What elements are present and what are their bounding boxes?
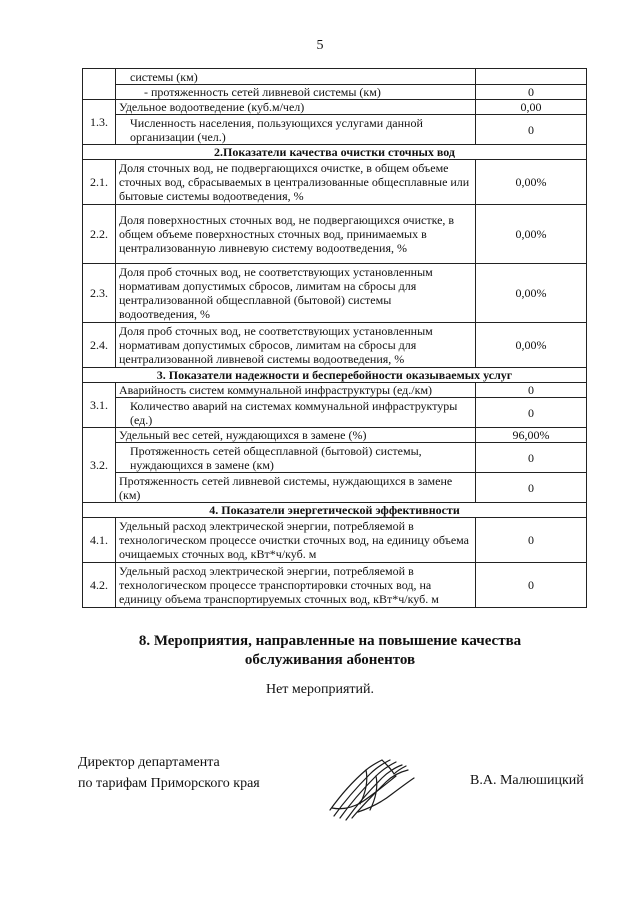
row-value: 0 <box>476 115 587 145</box>
section-title: 2.Показатели качества очистки сточных вод <box>83 145 587 160</box>
row-value: 0,00% <box>476 205 587 264</box>
row-value: 0 <box>476 85 587 100</box>
row-number: 4.2. <box>83 563 116 608</box>
row-value: 0,00% <box>476 264 587 323</box>
section-header <box>83 368 587 383</box>
table-row <box>83 85 587 100</box>
row-number <box>83 69 116 100</box>
measures-text: Нет мероприятий. <box>265 682 375 697</box>
handwritten-signature-icon <box>322 748 422 826</box>
row-value: 0,00 <box>476 100 587 115</box>
row-label: Удельный расход электрической энергии, потребляемой в технологическом процессе транспортировки сточных вод, на единицу объема транспортируемых сточных вод, кВт*ч/куб. м <box>116 563 476 608</box>
row-label: - протяженность сетей ливневой системы (км) <box>116 85 476 100</box>
table-row <box>83 563 587 608</box>
row-label: Протяженность сетей общесплавной (бытовой) системы, нуждающихся в замене (км) <box>116 443 476 473</box>
row-value: 0 <box>476 473 587 503</box>
row-label: системы (км) <box>116 69 476 85</box>
row-value: 0 <box>476 563 587 608</box>
row-value: 0 <box>476 443 587 473</box>
table-row <box>83 100 587 115</box>
table-row <box>83 383 587 398</box>
measures-title <box>60 632 600 670</box>
row-label: Численность населения, пользующихся услугами данной организации (чел.) <box>116 115 476 145</box>
row-label: Количество аварий на системах коммунальной инфраструктуры (ед.) <box>116 398 476 428</box>
measures-title-line: обслуживания абонентов <box>244 652 416 668</box>
row-label: Доля сточных вод, не подвергающихся очистке, в общем объеме сточных вод, сбрасываемых в централизованные общесплавные или бытовые системы водоотведения, % <box>116 160 476 205</box>
section-header <box>83 503 587 518</box>
row-value <box>476 69 587 85</box>
table-row <box>83 398 587 428</box>
section-header <box>83 145 587 160</box>
row-number: 1.3. <box>83 100 116 145</box>
row-value: 0 <box>476 398 587 428</box>
table-row <box>83 160 587 205</box>
table-row <box>83 473 587 503</box>
signer-position-line: Директор департамента <box>78 755 220 770</box>
row-label: Удельное водоотведение (куб.м/чел) <box>116 100 476 115</box>
signer-name: В.А. Малюшицкий <box>470 773 584 788</box>
row-label: Доля поверхностных сточных вод, не подвергающихся очистке, в общем объеме поверхностных сточных вод, принимаемых в централизованную ливневую систему водоотведения, % <box>116 205 476 264</box>
row-label: Удельный расход электрической энергии, потребляемой в технологическом процессе очистки сточных вод, на единицу объема очищаемых сточных вод, кВт*ч/куб. м <box>116 518 476 563</box>
row-label: Удельный вес сетей, нуждающихся в замене (%) <box>116 428 476 443</box>
section-title: 4. Показатели энергетической эффективности <box>83 503 587 518</box>
row-label: Доля проб сточных вод, не соответствующих установленным нормативам допустимых сбросов, лимитам на сбросы для централизованной общесплавной (бытовой) системы водоотведения, % <box>116 264 476 323</box>
row-value: 0 <box>476 518 587 563</box>
table-row <box>83 115 587 145</box>
row-value: 0,00% <box>476 160 587 205</box>
table-row <box>83 323 587 368</box>
table-row <box>83 69 587 85</box>
row-label: Протяженность сетей ливневой системы, нуждающихся в замене (км) <box>116 473 476 503</box>
row-label: Доля проб сточных вод, не соответствующих установленным нормативам допустимых сбросов, лимитам на сбросы для централизованной ливневой системы водоотведения, % <box>116 323 476 368</box>
row-value: 0 <box>476 383 587 398</box>
row-value: 96,00% <box>476 428 587 443</box>
page-number: 5 <box>316 38 324 53</box>
row-value: 0,00% <box>476 323 587 368</box>
row-number: 4.1. <box>83 518 116 563</box>
row-number: 2.1. <box>83 160 116 205</box>
metrics-table <box>82 68 587 608</box>
section-title: 3. Показатели надежности и бесперебойности оказываемых услуг <box>83 368 587 383</box>
row-number: 2.3. <box>83 264 116 323</box>
measures-title-line: 8. Мероприятия, направленные на повышение качества <box>138 633 522 649</box>
signer-position-line: по тарифам Приморского края <box>78 776 260 791</box>
signer-position <box>78 752 260 794</box>
table-row <box>83 205 587 264</box>
row-number: 2.4. <box>83 323 116 368</box>
table-row <box>83 428 587 443</box>
row-number: 2.2. <box>83 205 116 264</box>
row-number: 3.2. <box>83 428 116 503</box>
table-row <box>83 443 587 473</box>
table-row <box>83 264 587 323</box>
row-number: 3.1. <box>83 383 116 428</box>
row-label: Аварийность систем коммунальной инфраструктуры (ед./км) <box>116 383 476 398</box>
table-row <box>83 518 587 563</box>
